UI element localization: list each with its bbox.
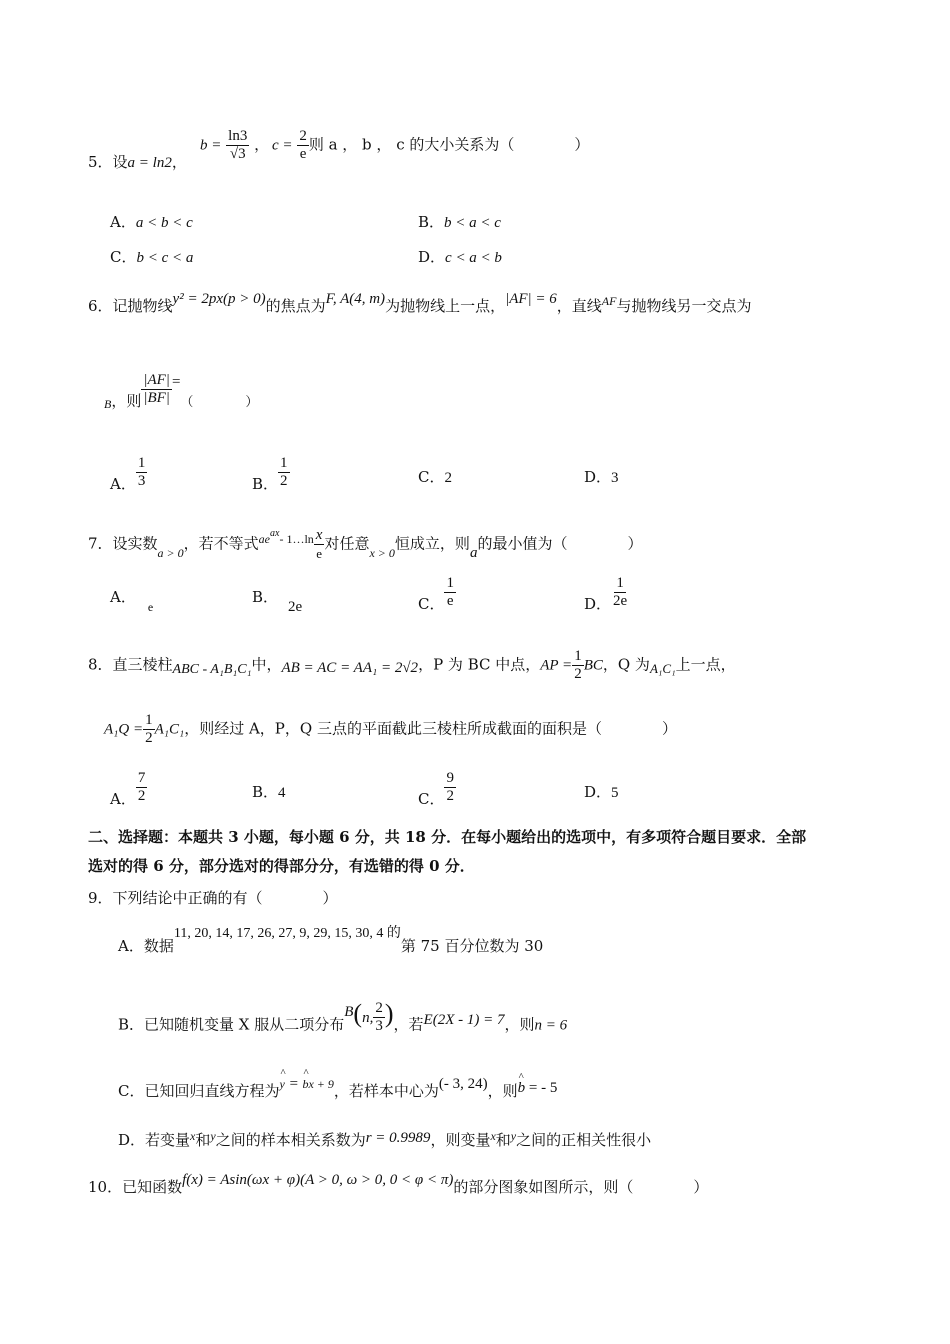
q9-c-eq-y: ^ y <box>279 1074 284 1094</box>
q7-option-c <box>418 575 456 613</box>
q6-text3: ，直线 <box>556 297 602 315</box>
q6-af: |AF| = 6 <box>505 291 557 307</box>
q9-d-text4: 之间的正相关性很小 <box>516 1131 652 1149</box>
q9-c-eq-mid: = <box>284 1076 303 1092</box>
q6-option-a <box>110 455 147 493</box>
q8-option-d <box>584 782 619 803</box>
q7-number: 7．设实数 <box>88 534 158 553</box>
q5-c-label: c = <box>272 137 293 154</box>
q6-text5: ，则 <box>111 391 142 410</box>
q9-d-y2: y <box>510 1129 517 1143</box>
q8-ap-num: 1 <box>574 648 582 664</box>
section2-line1: 二、选择题：本题共 3 小题，每小题 6 分，共 18 分．在每小题给出的选项中，有多项符合题目要求．全部 <box>88 828 807 846</box>
q9-b-tail: ，则 <box>504 1015 535 1034</box>
q5-b-label: b = <box>200 137 222 154</box>
q6-ratio-num: |AF| <box>143 372 170 388</box>
q9-d-text3: ，则变量 <box>430 1131 491 1149</box>
q8-ap: AP = <box>540 657 573 674</box>
option-frac <box>444 575 456 610</box>
q7-var: a <box>469 544 478 561</box>
q7-option-b <box>252 587 303 615</box>
option-label: A． <box>110 474 136 493</box>
q9-a-label: A．数据 <box>118 937 174 955</box>
q10-func: f(x) = Asin(ωx + φ)(A > 0, ω > 0, 0 < φ < π) <box>182 1172 454 1188</box>
q8-option-c <box>418 770 456 808</box>
option-expr: b < c < a <box>136 250 194 266</box>
q5-option-c <box>110 247 193 268</box>
frac-den: 3 <box>137 473 146 489</box>
q9-option-d <box>118 1130 651 1151</box>
q5-option-d <box>418 247 502 268</box>
q10-stem <box>88 1172 709 1198</box>
option-label: B． <box>252 588 279 606</box>
q7-option-a <box>110 587 154 614</box>
q9-c-center: (- 3, 24) <box>438 1076 488 1092</box>
option-value: 2e <box>288 599 303 615</box>
q6-parabola: y² = 2px(p > 0) <box>172 291 266 307</box>
q9-c-eq-b: ^ b <box>302 1074 308 1094</box>
q5-comma1: ， <box>171 153 187 171</box>
q9-c-eq-tail: x + 9 <box>308 1077 334 1091</box>
q9-option-b <box>118 998 568 1043</box>
q6-stem <box>88 291 752 317</box>
q7-ineq-mid: - 1…ln <box>279 531 314 546</box>
q6-point: F, A(4, m) <box>325 291 386 307</box>
option-label: B． <box>252 783 279 801</box>
q7-option-d <box>584 575 629 613</box>
q8-aq-num: 1 <box>145 712 153 728</box>
q5-c-def <box>272 128 589 163</box>
q9-b-lparen: ( <box>353 998 363 1028</box>
q7-frac-num: x <box>315 527 323 543</box>
q9-d-text1: D．若变量 <box>118 1131 191 1149</box>
option-frac <box>136 455 148 490</box>
option-label: D． <box>584 468 612 486</box>
q6-stem-2 <box>104 372 259 411</box>
option-value: 5 <box>611 785 619 801</box>
q7-text4: 的最小值为（ ） <box>477 534 643 553</box>
q8-option-b <box>252 782 286 803</box>
q8-aq-den: 2 <box>145 730 153 746</box>
q7-frac-den: e <box>316 546 323 561</box>
option-expr: a < b < c <box>135 215 193 231</box>
q9-d-and2: 和 <box>495 1131 511 1149</box>
q9-d-x: x <box>190 1129 196 1143</box>
q8-ap-den: 2 <box>574 666 582 682</box>
q5-option-a <box>110 212 193 233</box>
q9-c-b: ^ b <box>518 1078 526 1098</box>
q10-number: 10．已知函数 <box>88 1178 183 1196</box>
option-label: D． <box>584 783 612 801</box>
option-expr: c < a < b <box>445 250 502 266</box>
option-label: C． <box>418 468 445 486</box>
q9-a-data: 11, 20, 14, 17, 26, 27, 9, 29, 15, 30, 4 的 <box>173 926 401 941</box>
q5-stem <box>88 152 187 173</box>
option-frac <box>611 575 629 610</box>
option-label: A． <box>110 588 136 606</box>
q9-d-text2: 之间的样本相关系数为 <box>215 1131 366 1149</box>
q7-domain: x > 0 <box>369 545 395 560</box>
q6-line: AF <box>601 294 617 308</box>
q5-c-frac <box>297 128 309 163</box>
option-label: C． <box>418 789 445 808</box>
frac-den: 2 <box>280 473 288 489</box>
q8-text1: 中， <box>251 655 282 674</box>
q9-b-dist: B <box>344 1003 354 1020</box>
q9-b-text: ，若 <box>393 1015 424 1034</box>
option-frac <box>444 770 456 805</box>
q5-number: 5．设 <box>88 153 128 171</box>
q6-option-c <box>418 467 452 488</box>
q5-comma2: ， <box>254 135 270 154</box>
q6-text4: 与抛物线另一交点为 <box>616 297 752 315</box>
option-value: 4 <box>278 785 286 801</box>
q9-b-frac <box>373 1000 385 1035</box>
q8-option-a <box>110 770 147 808</box>
option-label: A． <box>110 213 136 231</box>
q9-b-n: n, <box>362 1009 374 1026</box>
option-label: B． <box>418 213 445 231</box>
q8-text3: ，Q 为 <box>602 655 650 674</box>
option-label: A． <box>110 789 136 808</box>
q8-text4: 上一点， <box>675 655 736 674</box>
q6-number: 6．记抛物线 <box>88 297 173 315</box>
q5-option-b <box>418 212 501 233</box>
q9-stem: 9．下列结论中正确的有（ ） <box>88 889 338 907</box>
q6-option-b <box>252 455 290 493</box>
q5-a-def: a = ln2 <box>127 155 172 171</box>
frac-den: 2 <box>137 788 146 804</box>
q6-eq: = <box>171 373 181 390</box>
q8-text2: ，P 为 BC 中点， <box>418 655 541 674</box>
q6-ratio-den: |BF| <box>143 390 170 406</box>
option-label: D． <box>584 594 612 613</box>
q8-ap-tail: BC <box>583 657 603 674</box>
q5-b-den: √3 <box>229 146 246 162</box>
q7-stem <box>88 527 642 562</box>
frac-num: 1 <box>616 575 624 591</box>
q8-aq-tail: A₁C₁ <box>154 721 185 738</box>
q9-c-label: C．已知回归直线方程为 <box>118 1082 280 1100</box>
q9-d-x2: x <box>490 1129 496 1143</box>
q5-b-num: ln3 <box>228 128 248 144</box>
frac-num: 1 <box>446 575 454 591</box>
frac-den: 2e <box>613 593 628 609</box>
q8-number: 8．直三棱柱 <box>88 655 173 674</box>
frac-num: 1 <box>280 455 288 471</box>
q9-c-tail: ，则 <box>487 1082 518 1100</box>
q9-b-rparen: ) <box>384 998 394 1028</box>
q9-b-num: 2 <box>375 1000 383 1016</box>
q6-b-point: B <box>104 396 112 411</box>
q5-c-den: e <box>299 146 307 162</box>
q9-b-expect: E(2X - 1) = 7 <box>423 1011 505 1028</box>
q9-a-tail: 第 75 百分位数为 30 <box>400 937 544 955</box>
frac-num: 1 <box>137 455 146 471</box>
option-value: 3 <box>611 470 619 486</box>
q5-c-num: 2 <box>299 128 307 144</box>
option-frac <box>278 455 290 490</box>
q9-option-c <box>118 1076 558 1102</box>
q9-b-label: B．已知随机变量 X 服从二项分布 <box>118 1015 345 1034</box>
q8-aq-frac <box>143 712 155 747</box>
q10-tail: 的部分图象如图所示，则（ ） <box>453 1178 709 1196</box>
q7-frac <box>314 527 325 562</box>
q5-b-def <box>200 128 269 163</box>
q8-stem <box>88 648 736 683</box>
q8-ap-frac <box>572 648 584 683</box>
q9-b-result: n = 6 <box>534 1017 568 1034</box>
q6-option-d <box>584 467 619 488</box>
q9-c-result: = - 5 <box>525 1080 558 1096</box>
q8-aq: A₁Q = <box>104 721 144 738</box>
q5-b-frac <box>226 128 249 163</box>
q9-c-text: ，若样本中心为 <box>333 1082 439 1100</box>
q5-tail: 则 a ， b ， c 的大小关系为（ ） <box>308 135 590 154</box>
q6-ratio <box>141 372 172 407</box>
q7-text1: ，若不等式 <box>183 534 259 553</box>
option-value: e <box>147 600 154 614</box>
frac-den: 2 <box>446 788 454 804</box>
q6-paren: （ ） <box>180 394 259 410</box>
section2-line2: 选对的得 6 分，部分选对的得部分分，有选错的得 0 分． <box>88 857 475 875</box>
q8-stem-2 <box>104 712 677 747</box>
option-value: 2 <box>444 470 452 486</box>
frac-num: 7 <box>137 770 146 786</box>
option-label: C． <box>110 248 137 266</box>
option-expr: b < a < c <box>444 215 501 231</box>
frac-den: e <box>446 593 454 609</box>
option-label: C． <box>418 594 445 613</box>
q7-cond: a > 0 <box>157 545 184 560</box>
q8-seg: A₁C₁ <box>649 660 676 676</box>
q9-d-r: r = 0.9989 <box>365 1130 431 1146</box>
q9-c-eq <box>279 1077 333 1091</box>
q7-ineq-sup: ax <box>270 527 280 539</box>
q6-text2: 为抛物线上一点， <box>385 297 506 315</box>
q8-text5: ，则经过 A，P，Q 三点的平面截此三棱柱所成截面的面积是（ ） <box>184 719 677 738</box>
q6-text1: 的焦点为 <box>265 297 326 315</box>
q9-d-y: y <box>210 1129 216 1143</box>
q9-b-den: 3 <box>375 1018 383 1034</box>
q7-text3: 恒成立，则 <box>394 534 470 553</box>
q8-eq1: AB = AC = AA₁ = 2√2 <box>281 659 419 676</box>
option-label: D． <box>418 248 446 266</box>
q8-prism: ABC - A₁B₁C₁ <box>172 661 252 677</box>
frac-num: 9 <box>446 770 454 786</box>
option-label: B． <box>252 474 279 493</box>
q9-option-a <box>118 926 544 958</box>
q7-ineq-left: ae <box>258 531 270 546</box>
q7-text2: 对任意 <box>324 534 370 553</box>
option-frac <box>136 770 148 805</box>
q9-d-and: 和 <box>195 1131 211 1149</box>
